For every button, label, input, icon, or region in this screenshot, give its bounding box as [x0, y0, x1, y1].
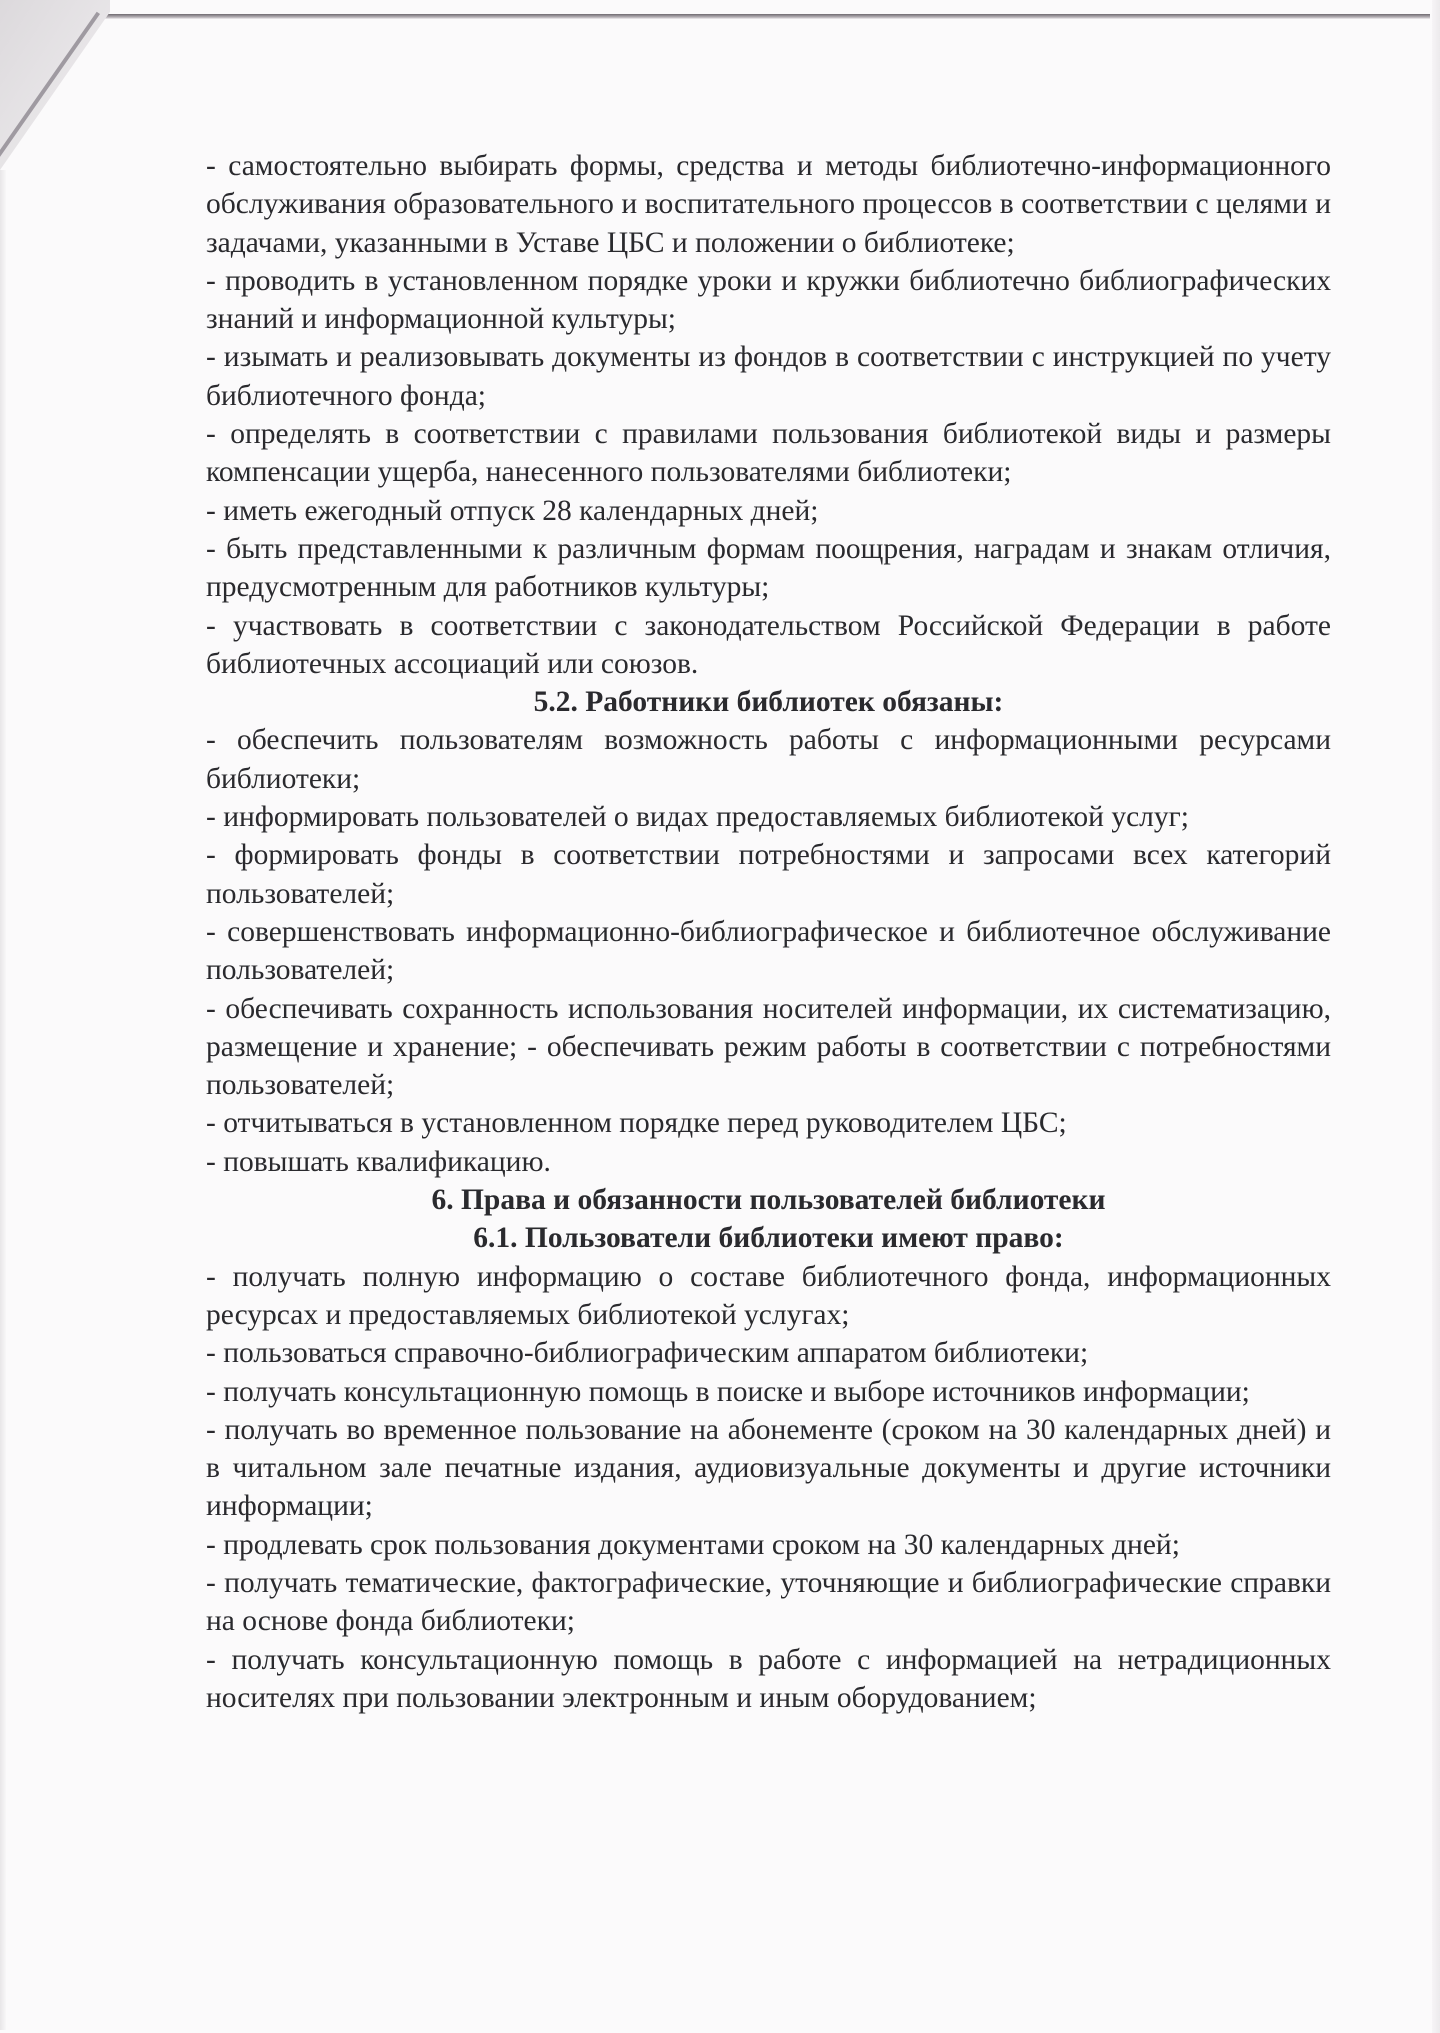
paragraph-consultation-search: - получать консультационную помощь в поиске и выборе источников информации; [206, 1375, 1250, 1408]
paragraph-report: - отчитываться в установленном порядке перед руководителем ЦБС; [206, 1107, 1067, 1140]
paragraph-full-information: - получать полную информацию о составе библиотечного фонда, информационных ресурсах и предоставляемых библиотекой услугах; [206, 1260, 1331, 1331]
scan-top-edge [100, 14, 1430, 19]
paragraph-associations: - участвовать в соответствии с законодательством Российской Федерации в работе библиотечных ассоциаций или союзов. [206, 609, 1331, 680]
paragraph-annual-leave: - иметь ежегодный отпуск 28 календарных дней; [206, 494, 819, 527]
paragraph-define-compensation: - определять в соответствии с правилами пользования библиотекой виды и размеры компенсации ущерба, нанесенного пользователями библиотеки; [206, 418, 1331, 489]
paragraph-extend-term: - продлевать срок пользования документами сроком на 30 календарных дней; [206, 1528, 1180, 1561]
document-page [206, 147, 1331, 1717]
paragraph-awards: - быть представленными к различным формам поощрения, наградам и знакам отличия, предусмотренным для работников культуры; [206, 532, 1331, 604]
paragraph-conduct-lessons: - проводить в установленном порядке уроки и кружки библиотечно библиографических знаний и информационной культуры; [206, 264, 1331, 336]
scan-right-edge [1432, 0, 1440, 2033]
paragraph-inform-users: - информировать пользователей о видах предоставляемых библиотекой услуг; [206, 801, 1189, 834]
paragraph-withdraw-documents: - изымать и реализовывать документы из фондов в соответствии с инструкцией по учету библиотечного фонда; [206, 341, 1331, 412]
scan-left-edge [0, 170, 6, 2030]
paragraph-ensure-preservation: - обеспечивать сохранность использования носителей информации, их систематизацию, размещение и хранение; - обеспечивать режим работы в соответствии с потребностями пользователей; [206, 992, 1331, 1102]
paragraph-form-collections: - формировать фонды в соответствии потребностями и запросами всех категорий пользователей; [206, 839, 1331, 910]
folded-corner [0, 0, 110, 170]
heading-5-2: 5.2. Работники библиотек обязаны: [533, 686, 1004, 719]
paragraph-consultation-media: - получать консультационную помощь в работе с информацией на нетрадиционных носителях при пользовании электронным и иным оборудованием; [206, 1643, 1331, 1714]
heading-6: 6. Права и обязанности пользователей библиотеки [431, 1184, 1106, 1217]
paragraph-qualification: - повышать квалификацию. [206, 1145, 551, 1178]
heading-6-1: 6.1. Пользователи библиотеки имеют право: [473, 1222, 1064, 1255]
paragraph-reference-info: - получать тематические, фактографические, уточняющие и библиографические справки на основе фонда библиотеки; [206, 1566, 1331, 1638]
paragraph-provide-access: - обеспечить пользователям возможность работы с информационными ресурсами библиотеки; [206, 724, 1331, 795]
paragraph-improve-service: - совершенствовать информационно-библиографическое и библиотечное обслуживание пользователей; [206, 915, 1331, 987]
paragraph-temporary-use: - получать во временное пользование на абонементе (сроком на 30 календарных дней) и в читальном зале печатные издания, аудиовизуальные документы и другие источники информации; [206, 1413, 1331, 1523]
paragraph-choose-methods: - самостоятельно выбирать формы, средства и методы библиотечно-информационного обслуживания образовательного и воспитательного процессов в соответствии с целями и задачами, указанными в Уставе ЦБС и положении о библиотеке; [206, 150, 1331, 259]
paragraph-reference-apparatus: - пользоваться справочно-библиографическим аппаратом библиотеки; [206, 1337, 1089, 1370]
